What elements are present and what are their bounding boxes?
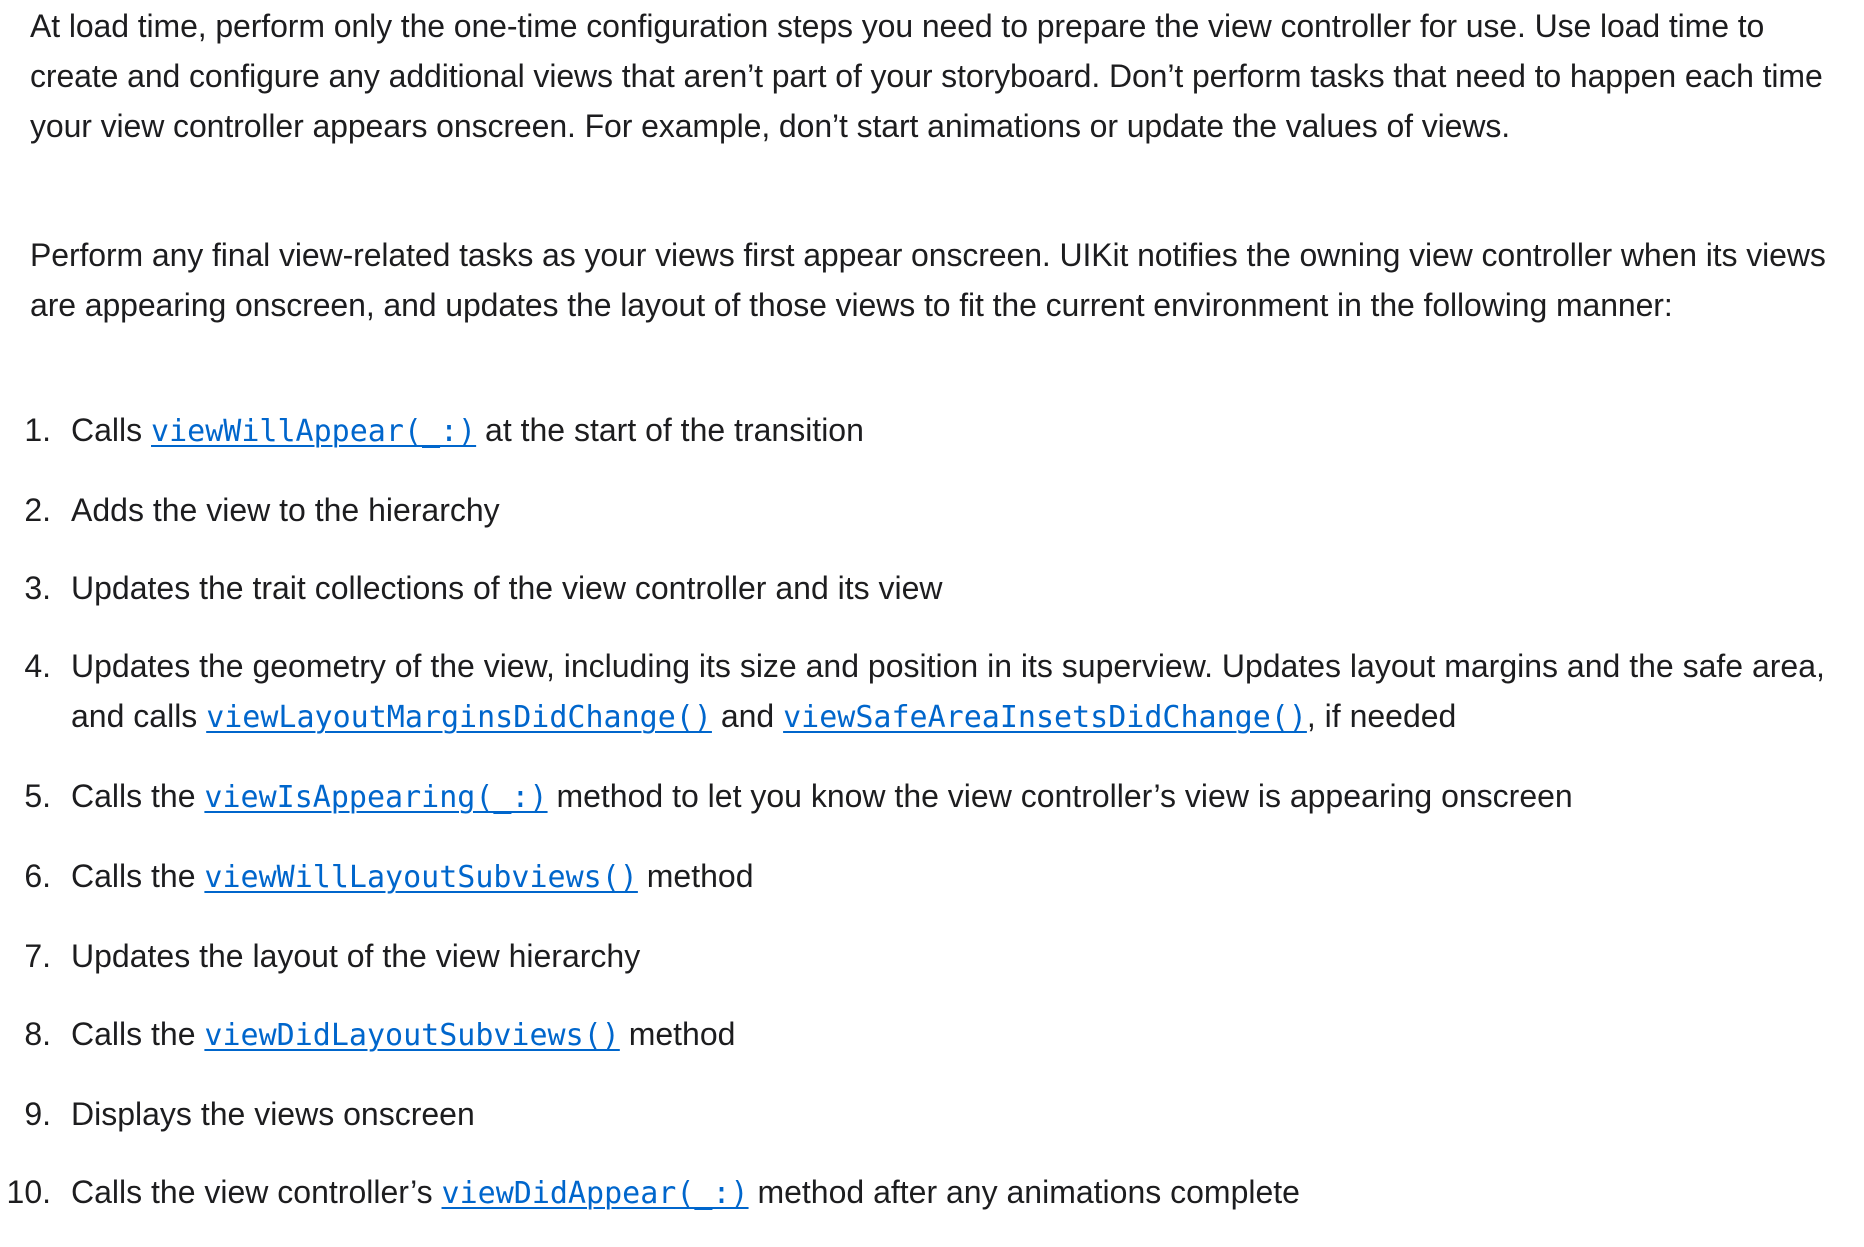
step-text: Calls the <box>71 778 205 814</box>
view-did-layout-subviews-link[interactable]: viewDidLayoutSubviews() <box>204 1018 620 1053</box>
appear-paragraph: Perform any final view-related tasks as your views first appear onscreen. UIKit notifies the owning view controller when its views are appearing onscreen, and updates the layout of those views to fit the current environment in the following manner: <box>30 237 1826 323</box>
step-text: Displays the views onscreen <box>71 1096 475 1132</box>
list-item <box>0 931 1861 981</box>
step-text: Updates the trait collections of the view controller and its view <box>71 570 943 606</box>
step-number: 9. <box>24 1096 51 1132</box>
list-item <box>0 641 1861 743</box>
list-item <box>0 1009 1861 1061</box>
view-did-appear-link[interactable]: viewDidAppear(_:) <box>441 1176 749 1211</box>
step-number: 3. <box>24 570 51 606</box>
step-text: and <box>711 698 784 734</box>
step-text: Calls the <box>71 1016 205 1052</box>
list-item <box>0 851 1861 903</box>
list-item <box>0 771 1861 823</box>
step-text: Updates the geometry of the view, including its size and position in its superview. Updates layout margins and the safe area, and calls <box>71 648 1825 734</box>
step-number: 1. <box>24 412 51 448</box>
step-text: method after any animations complete <box>748 1174 1300 1210</box>
step-number: 7. <box>24 938 51 974</box>
step-text: Calls the <box>71 858 205 894</box>
view-safe-area-insets-did-change-link[interactable]: viewSafeAreaInsetsDidChange() <box>783 700 1307 735</box>
list-item <box>0 1167 1861 1219</box>
step-text: , if needed <box>1306 698 1457 734</box>
step-text: Calls the view controller’s <box>71 1174 442 1210</box>
list-item <box>0 563 1861 613</box>
step-text: Adds the view to the hierarchy <box>71 492 500 528</box>
step-text: method <box>637 858 754 894</box>
transition-steps-list <box>0 405 1864 1247</box>
step-number: 6. <box>24 858 51 894</box>
load-time-paragraph: At load time, perform only the one-time configuration steps you need to prepare the view controller for use. Use load time to create and configure any additional views that aren’t part of your storyboard. Don’t perform tasks that need to happen each time your view controller appears onscreen. For example, don’t start animations or update the values of views. <box>30 8 1823 144</box>
step-text: method to let you know the view controller’s view is appearing onscreen <box>547 778 1573 814</box>
step-number: 2. <box>24 492 51 528</box>
step-text: at the start of the transition <box>476 412 864 448</box>
list-item <box>0 405 1861 457</box>
step-text: Updates the layout of the view hierarchy <box>71 938 641 974</box>
view-will-layout-subviews-link[interactable]: viewWillLayoutSubviews() <box>204 860 638 895</box>
step-number: 8. <box>24 1016 51 1052</box>
list-item <box>0 485 1861 535</box>
view-layout-margins-did-change-link[interactable]: viewLayoutMarginsDidChange() <box>206 700 712 735</box>
step-text: method <box>619 1016 736 1052</box>
step-number: 10. <box>6 1174 51 1210</box>
step-text: Calls <box>71 412 152 448</box>
step-number: 5. <box>24 778 51 814</box>
view-is-appearing-link[interactable]: viewIsAppearing(_:) <box>204 780 548 815</box>
step-number: 4. <box>24 648 51 684</box>
list-item <box>0 1089 1861 1139</box>
view-will-appear-link[interactable]: viewWillAppear(_:) <box>151 414 477 449</box>
